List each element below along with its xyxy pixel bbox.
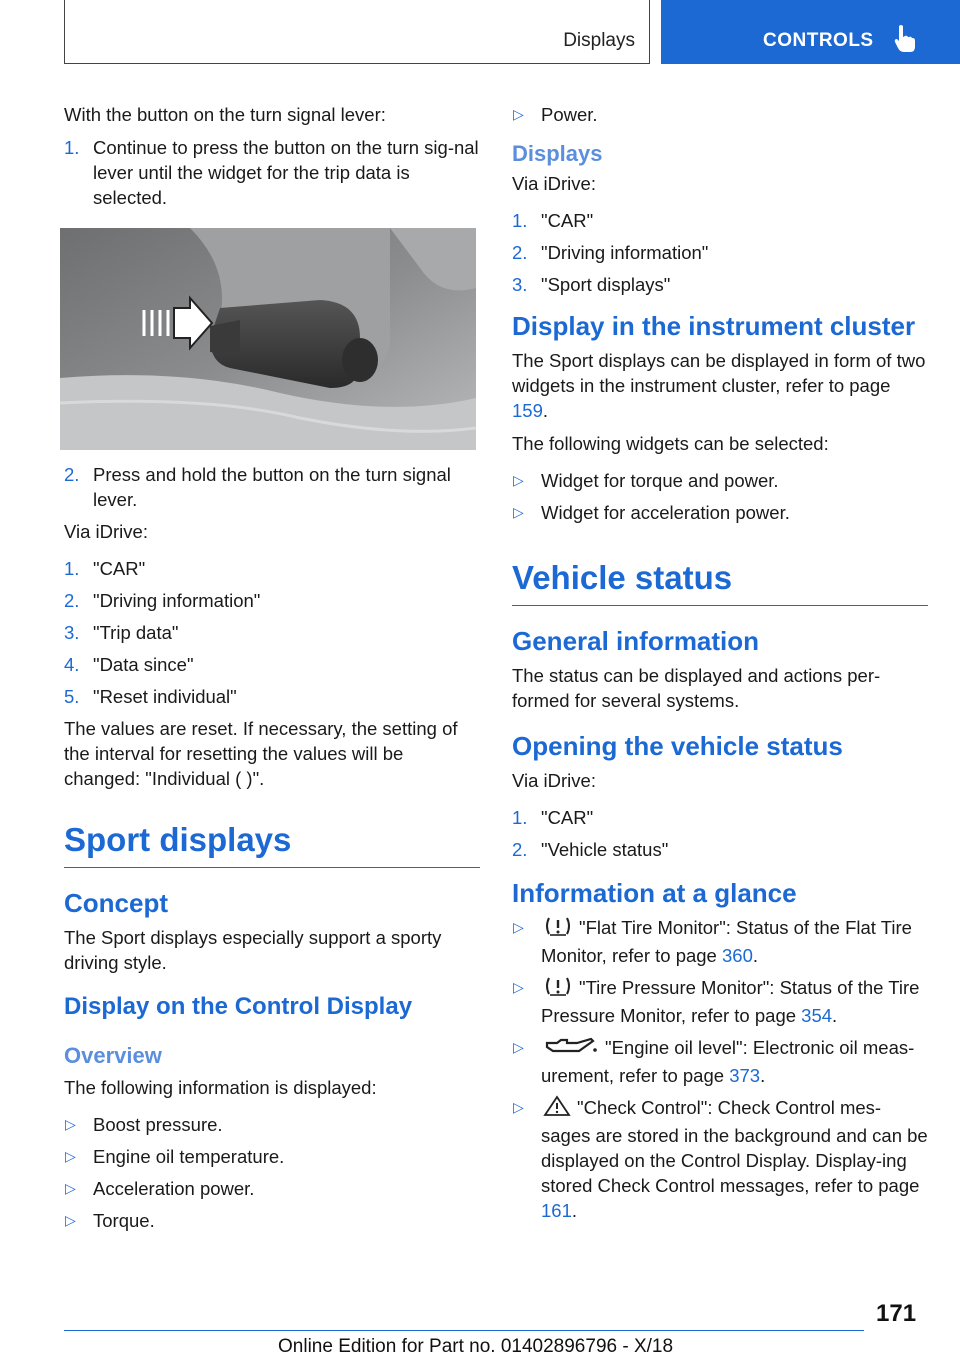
bullet-triangle-icon: ▷	[513, 979, 524, 996]
step-text: "Driving information"	[541, 242, 709, 263]
page-link[interactable]: 373	[729, 1065, 761, 1087]
heading-instrument-cluster: Display in the instrument cluster	[512, 311, 916, 341]
list-item	[64, 462, 480, 512]
period: .	[542, 400, 549, 421]
page-link[interactable]: 354	[801, 1005, 833, 1027]
step-number: 5.	[64, 686, 80, 707]
list-item	[512, 1035, 928, 1088]
list-item	[512, 805, 928, 830]
page-link[interactable]: 161	[541, 1200, 572, 1222]
list-item	[64, 556, 480, 581]
glance-description: "Check Control": Check Control mes‐sages are stored in the background and can be displayed on the Control Display. Display‐ing stored Check Control messages, refer to page	[541, 1097, 928, 1197]
list-item	[512, 240, 928, 265]
step-text: "Trip data"	[93, 622, 179, 643]
bullet-triangle-icon: ▷	[65, 1180, 76, 1196]
heading-information-at-a-glance: Information at a glance	[512, 878, 797, 908]
general-text: The status can be displayed and actions per‐formed for several systems.	[512, 665, 881, 711]
widgets-text: The following widgets can be selected:	[512, 433, 829, 454]
list-item	[64, 588, 480, 613]
step-text: Press and hold the button on the turn signal lever.	[93, 464, 451, 510]
step-number: 4.	[64, 654, 80, 675]
step-text: "Data since"	[93, 654, 194, 675]
cluster-text-body: The Sport displays can be displayed in form of two widgets in the instrument cluster, refer to page	[512, 350, 926, 396]
step-text: "CAR"	[541, 210, 594, 231]
bullet-triangle-icon: ▷	[65, 1116, 76, 1132]
flat-tire-icon	[543, 915, 573, 943]
concept-text: The Sport displays especially support a sporty driving style.	[64, 927, 442, 973]
glance-text	[541, 915, 928, 968]
period: .	[752, 945, 759, 967]
list-item	[64, 135, 480, 210]
bullet-text: Widget for torque and power.	[541, 470, 779, 491]
heading-sport-displays: Sport displays	[64, 821, 480, 868]
list-item	[512, 837, 928, 862]
step-number: 1.	[64, 558, 80, 579]
step-text: "Driving information"	[93, 590, 261, 611]
bullet-triangle-icon: ▷	[513, 472, 524, 488]
bullet-text: Engine oil temperature.	[93, 1146, 285, 1167]
bullet-text: Boost pressure.	[93, 1114, 223, 1135]
turn-signal-lever-photo	[60, 228, 476, 450]
overview-list	[64, 1112, 480, 1233]
overview-text: The following information is displayed:	[64, 1077, 377, 1098]
bullet-triangle-icon: ▷	[513, 504, 524, 520]
step-number: 2.	[64, 464, 80, 485]
glance-list	[512, 915, 928, 1223]
heading-general-information: General information	[512, 626, 760, 656]
tire-pressure-icon	[543, 975, 573, 1003]
glance-text	[541, 975, 928, 1028]
period: .	[571, 1200, 578, 1222]
step-number: 1.	[64, 137, 80, 158]
heading-displays: Displays	[512, 141, 603, 166]
header-chapter-title: CONTROLS	[763, 30, 874, 51]
oil-can-icon	[543, 1035, 599, 1063]
list-item	[64, 1112, 480, 1137]
step-text: "CAR"	[93, 558, 146, 579]
idrive-steps-list	[64, 556, 480, 709]
step-text: "Sport displays"	[541, 274, 671, 295]
page-link[interactable]: 159	[512, 400, 543, 421]
header-section-title: Displays	[563, 30, 635, 51]
glance-text	[541, 1035, 928, 1088]
warning-triangle-icon	[543, 1095, 571, 1123]
displays-steps-list	[512, 208, 928, 297]
heading-concept: Concept	[64, 888, 168, 918]
bullet-text: Power.	[541, 104, 598, 125]
header-section-box	[64, 0, 650, 64]
footer-edition: Online Edition for Part no. 01402896796 - X/18	[278, 1336, 674, 1357]
heading-control-display: Display on the Control Display	[64, 993, 413, 1020]
opening-steps-list	[512, 805, 928, 862]
via-idrive-label: Via iDrive:	[64, 521, 148, 542]
list-item	[512, 468, 928, 493]
left-column	[64, 102, 480, 1240]
via-idrive-label: Via iDrive:	[512, 173, 596, 194]
bullet-triangle-icon: ▷	[513, 106, 524, 122]
list-item	[512, 1095, 928, 1223]
heading-overview: Overview	[64, 1043, 162, 1068]
step-number: 2.	[512, 839, 528, 860]
right-column	[512, 102, 928, 1230]
header-chapter-tab[interactable]	[661, 0, 960, 64]
list-item	[64, 620, 480, 645]
bullet-text: Widget for acceleration power.	[541, 502, 790, 523]
page-link[interactable]: 360	[722, 945, 753, 967]
step-number: 2.	[64, 590, 80, 611]
period: .	[832, 1005, 838, 1027]
step-number: 3.	[512, 274, 528, 295]
glance-description: "Engine oil level": Electronic oil meas‐urement, refer to page	[541, 1037, 915, 1087]
hand-pointer-icon	[893, 24, 917, 54]
step-text: "CAR"	[541, 807, 594, 828]
bullet-text: Acceleration power.	[93, 1178, 255, 1199]
bullet-triangle-icon: ▷	[65, 1212, 76, 1228]
bullet-triangle-icon: ▷	[513, 919, 524, 935]
bullet-text: Torque.	[93, 1210, 155, 1231]
glance-description: "Flat Tire Monitor": Status of the Flat Tire Monitor, refer to page	[541, 917, 912, 967]
list-item	[512, 500, 928, 525]
list-item	[64, 652, 480, 677]
step-text: Continue to press the button on the turn sig‐nal lever until the widget for the trip data is selected.	[93, 137, 479, 208]
step-number: 1.	[512, 210, 528, 231]
bullet-triangle-icon: ▷	[513, 1039, 524, 1056]
glance-text	[541, 1095, 928, 1223]
footer-divider	[64, 1330, 864, 1331]
list-item	[512, 915, 928, 968]
intro-text: With the button on the turn signal lever:	[64, 104, 386, 125]
page-number: 171	[876, 1300, 917, 1327]
period: .	[760, 1065, 766, 1087]
reset-text: The values are reset. If necessary, the setting of the interval for resetting the values will be changed: "Individual ( )".	[64, 718, 458, 789]
list-item	[64, 1144, 480, 1169]
list-item	[512, 102, 928, 127]
bullet-triangle-icon: ▷	[513, 1099, 524, 1116]
list-item	[64, 1208, 480, 1233]
step-text: "Reset individual"	[93, 686, 237, 707]
bullet-triangle-icon: ▷	[65, 1148, 76, 1164]
list-item	[512, 975, 928, 1028]
step-number: 2.	[512, 242, 528, 263]
widgets-list	[512, 468, 928, 525]
list-item	[512, 208, 928, 233]
via-idrive-label: Via iDrive:	[512, 770, 596, 791]
heading-vehicle-status: Vehicle status	[512, 559, 928, 606]
step-number: 1.	[512, 807, 528, 828]
heading-opening-vehicle-status: Opening the vehicle status	[512, 731, 843, 761]
list-item	[64, 1176, 480, 1201]
glance-description: "Tire Pressure Monitor": Status of the Tire Pressure Monitor, refer to page	[541, 977, 920, 1027]
step-text: "Vehicle status"	[541, 839, 669, 860]
cluster-text	[512, 348, 928, 423]
list-item	[64, 684, 480, 709]
list-item	[512, 272, 928, 297]
step-number: 3.	[64, 622, 80, 643]
